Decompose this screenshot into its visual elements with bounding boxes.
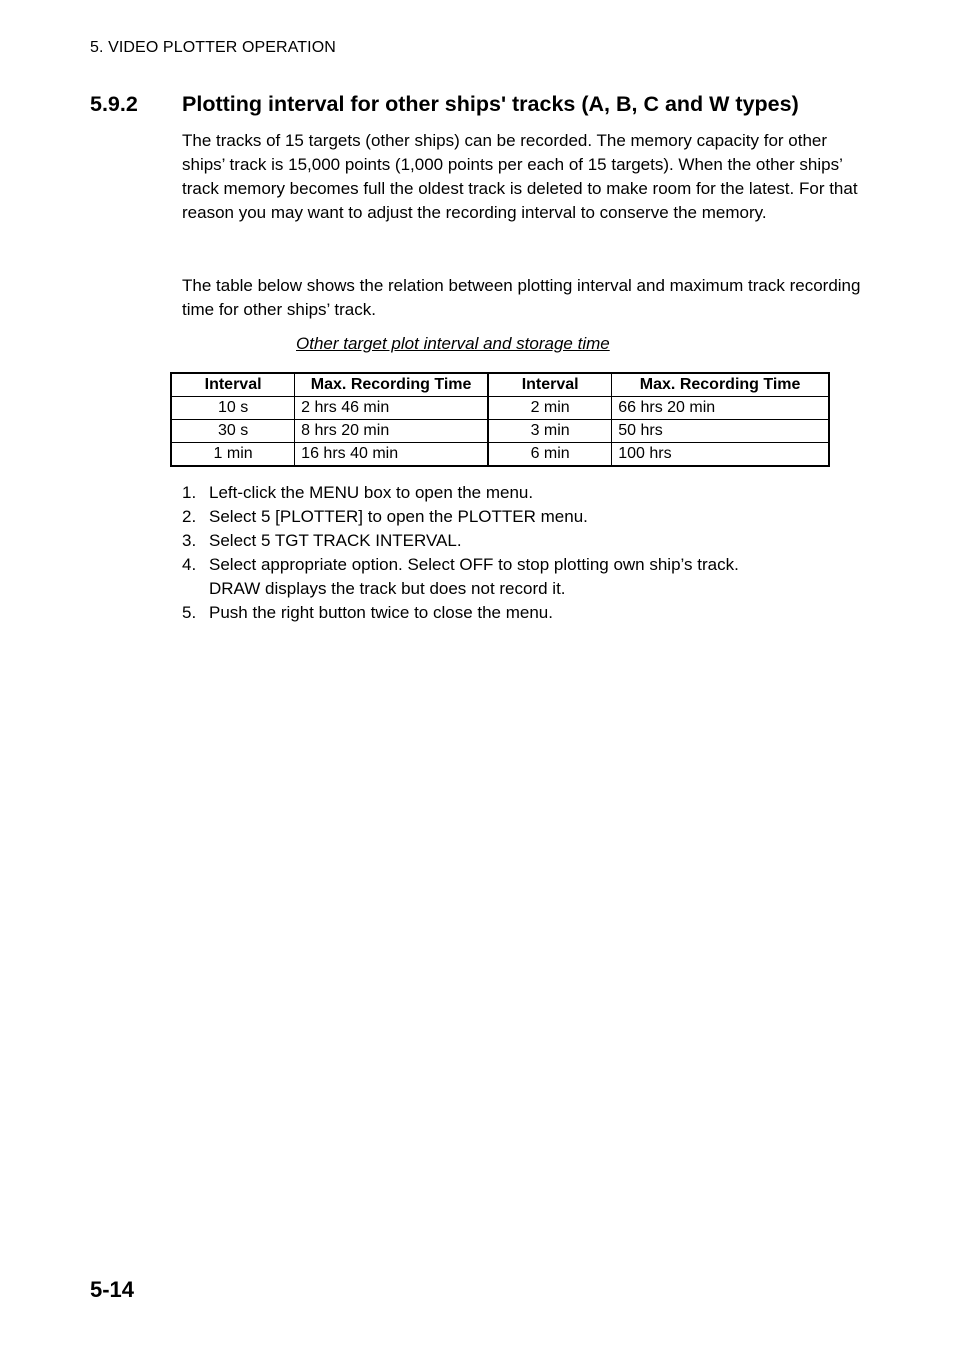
step-text: Left-click the MENU box to open the menu. bbox=[209, 483, 534, 502]
step-text: Push the right button twice to close the menu. bbox=[209, 603, 553, 622]
table-caption: Other target plot interval and storage time bbox=[296, 334, 610, 353]
table-cell: 3 min bbox=[488, 420, 612, 443]
step-item bbox=[182, 553, 739, 577]
column-header: Max. Recording Time bbox=[295, 373, 488, 397]
step-number: 2. bbox=[182, 507, 197, 526]
step-text: DRAW displays the track but does not record it. bbox=[209, 579, 566, 598]
column-header: Max. Recording Time bbox=[612, 373, 829, 397]
table-header-row bbox=[171, 373, 829, 397]
step-text: Select 5 [PLOTTER] to open the PLOTTER menu. bbox=[209, 507, 588, 526]
step-item bbox=[182, 505, 739, 529]
table-cell: 30 s bbox=[171, 420, 295, 443]
table-intro-paragraph: The table below shows the relation between plotting interval and maximum track recording time for other ships’ track. bbox=[182, 276, 861, 319]
table-cell: 6 min bbox=[488, 443, 612, 467]
section-heading bbox=[90, 92, 799, 117]
table-cell: 50 hrs bbox=[612, 420, 829, 443]
table-cell: 100 hrs bbox=[612, 443, 829, 467]
section-title: Plotting interval for other ships' tracks (A, B, C and W types) bbox=[182, 92, 799, 116]
interval-table bbox=[170, 372, 830, 467]
table-cell: 2 min bbox=[488, 397, 612, 420]
step-number: 1. bbox=[182, 483, 197, 502]
table-row bbox=[171, 420, 829, 443]
section-number: 5.9.2 bbox=[90, 92, 138, 116]
table-cell: 1 min bbox=[171, 443, 295, 467]
intro-paragraph: The tracks of 15 targets (other ships) can be recorded. The memory capacity for other ships’ track is 15,000 points (1,000 points per each of 15 targets). When the other ships’ track memory becomes full the oldest track is deleted to make room for the latest. For that reason you may want to adjust the recording interval to conserve the memory. bbox=[182, 131, 858, 222]
column-header: Interval bbox=[488, 373, 612, 397]
step-text: Select 5 TGT TRACK INTERVAL. bbox=[209, 531, 462, 550]
step-number: 5. bbox=[182, 603, 197, 622]
table-cell: 16 hrs 40 min bbox=[295, 443, 488, 467]
table-row bbox=[171, 443, 829, 467]
page-number: 5-14 bbox=[90, 1277, 135, 1302]
step-number: 4. bbox=[182, 555, 197, 574]
procedure-steps bbox=[182, 481, 739, 625]
step-item bbox=[182, 529, 739, 553]
step-item bbox=[182, 481, 739, 505]
table-row bbox=[171, 397, 829, 420]
table-cell: 10 s bbox=[171, 397, 295, 420]
column-header: Interval bbox=[171, 373, 295, 397]
table-cell: 8 hrs 20 min bbox=[295, 420, 488, 443]
step-item bbox=[182, 601, 739, 625]
step-text: Select appropriate option. Select OFF to stop plotting own ship’s track. bbox=[209, 555, 739, 574]
running-head: 5. VIDEO PLOTTER OPERATION bbox=[90, 39, 336, 56]
step-number: 3. bbox=[182, 531, 197, 550]
table-cell: 66 hrs 20 min bbox=[612, 397, 829, 420]
step-item-continuation bbox=[182, 577, 739, 601]
table-cell: 2 hrs 46 min bbox=[295, 397, 488, 420]
